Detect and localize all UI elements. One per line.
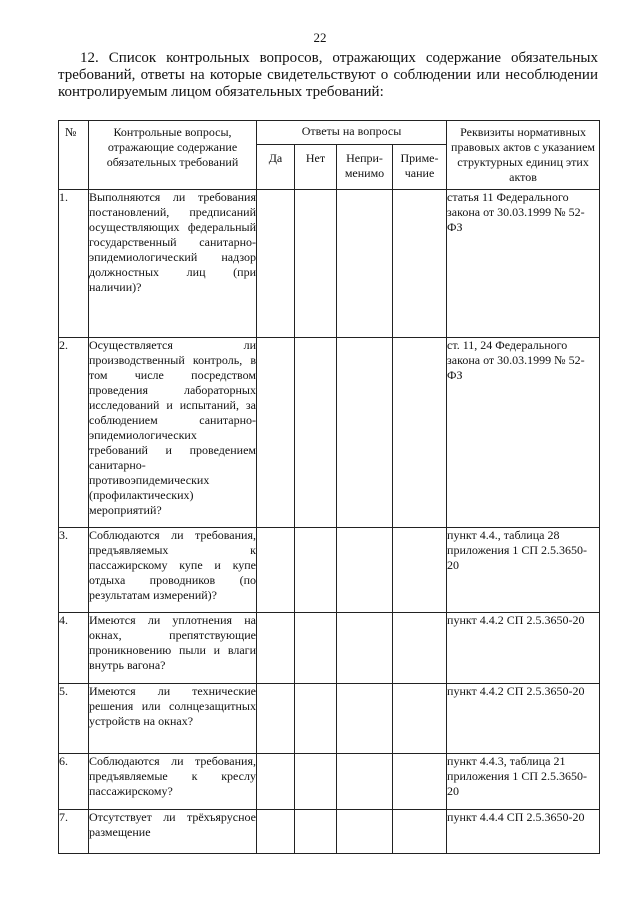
row-question: Имеются ли уплотнения на окнах, препятствующие проникновению пыли и влаги внутрь вагона?: [89, 613, 257, 684]
answer-yes-cell: [257, 338, 295, 528]
answer-no-cell: [295, 190, 337, 338]
row-num: 1.: [59, 190, 89, 338]
row-question: Соблюдаются ли требования, предъявляемых к пассажирскому купе и купе отдыха проводников (по результатам измерений)?: [89, 528, 257, 613]
answer-yes-cell: [257, 613, 295, 684]
answer-no-cell: [295, 810, 337, 854]
answer-note-cell: [393, 684, 447, 754]
row-requisites: пункт 4.4., таблица 28 приложения 1 СП 2.5.3650-20: [447, 528, 600, 613]
table-row: [59, 754, 600, 810]
header-num: №: [59, 121, 89, 190]
answer-not-applicable-cell: [337, 613, 393, 684]
row-num: 5.: [59, 684, 89, 754]
section-number: 12.: [80, 50, 99, 66]
answer-not-applicable-cell: [337, 684, 393, 754]
answer-not-applicable-cell: [337, 190, 393, 338]
answer-not-applicable-cell: [337, 338, 393, 528]
answer-no-cell: [295, 754, 337, 810]
header-yes: Да: [257, 145, 295, 190]
answer-yes-cell: [257, 754, 295, 810]
header-row: [59, 121, 600, 145]
row-requisites: статья 11 Федерального закона от 30.03.1999 № 52-ФЗ: [447, 190, 600, 338]
checklist-table: [58, 120, 600, 854]
table-row: [59, 190, 600, 338]
table-row: [59, 528, 600, 613]
answer-yes-cell: [257, 810, 295, 854]
answer-note-cell: [393, 338, 447, 528]
answer-not-applicable-cell: [337, 754, 393, 810]
answer-no-cell: [295, 338, 337, 528]
section-text: Список контрольных вопросов, отражающих содержание обязательных требований, ответы на которые свидетельствуют о соблюдении или несоблюдении контролируемым лицом обязательных требований:: [58, 50, 598, 100]
answer-note-cell: [393, 613, 447, 684]
answer-note-cell: [393, 528, 447, 613]
row-num: 6.: [59, 754, 89, 810]
row-question: Осуществляется ли производственный контроль, в том числе посредством проведения лабораторных исследований и испытаний, за соблюдением санитарно-эпидемиологических требований и проведением санитарно-противоэпидемических (профилактических) мероприятий?: [89, 338, 257, 528]
row-question: Выполняются ли требования постановлений, предписаний осуществляющих федеральный государственный санитарно-эпидемиологический надзор должностных лиц (при наличии)?: [89, 190, 257, 338]
answer-yes-cell: [257, 190, 295, 338]
answer-no-cell: [295, 528, 337, 613]
row-num: 2.: [59, 338, 89, 528]
row-requisites: пункт 4.4.4 СП 2.5.3650-20: [447, 810, 600, 854]
header-answers: Ответы на вопросы: [257, 121, 447, 145]
answer-not-applicable-cell: [337, 528, 393, 613]
page-number: 22: [313, 30, 327, 45]
answer-note-cell: [393, 754, 447, 810]
header-note: Приме-чание: [393, 145, 447, 190]
answer-yes-cell: [257, 528, 295, 613]
answer-yes-cell: [257, 684, 295, 754]
answer-not-applicable-cell: [337, 810, 393, 854]
row-question: Имеются ли технические решения или солнцезащитных устройств на окнах?: [89, 684, 257, 754]
answer-note-cell: [393, 810, 447, 854]
section-heading: [58, 50, 598, 101]
table-row: [59, 338, 600, 528]
answer-no-cell: [295, 613, 337, 684]
row-requisites: ст. 11, 24 Федерального закона от 30.03.1999 № 52-ФЗ: [447, 338, 600, 528]
answer-no-cell: [295, 684, 337, 754]
row-requisites: пункт 4.4.3, таблица 21 приложения 1 СП 2.5.3650-20: [447, 754, 600, 810]
row-question: Соблюдаются ли требования, предъявляемые к креслу пассажирскому?: [89, 754, 257, 810]
header-no: Нет: [295, 145, 337, 190]
row-num: 7.: [59, 810, 89, 854]
row-requisites: пункт 4.4.2 СП 2.5.3650-20: [447, 613, 600, 684]
row-num: 3.: [59, 528, 89, 613]
answer-note-cell: [393, 190, 447, 338]
table-row: [59, 613, 600, 684]
row-requisites: пункт 4.4.2 СП 2.5.3650-20: [447, 684, 600, 754]
header-not-applicable: Непри-менимо: [337, 145, 393, 190]
table-row: [59, 810, 600, 854]
header-requisites: Реквизиты нормативных правовых актов с указанием структурных единиц этих актов: [447, 121, 600, 190]
row-question: Отсутствует ли трёхъярусное размещение: [89, 810, 257, 854]
table-row: [59, 684, 600, 754]
header-question: Контрольные вопросы, отражающие содержание обязательных требований: [89, 121, 257, 190]
row-num: 4.: [59, 613, 89, 684]
